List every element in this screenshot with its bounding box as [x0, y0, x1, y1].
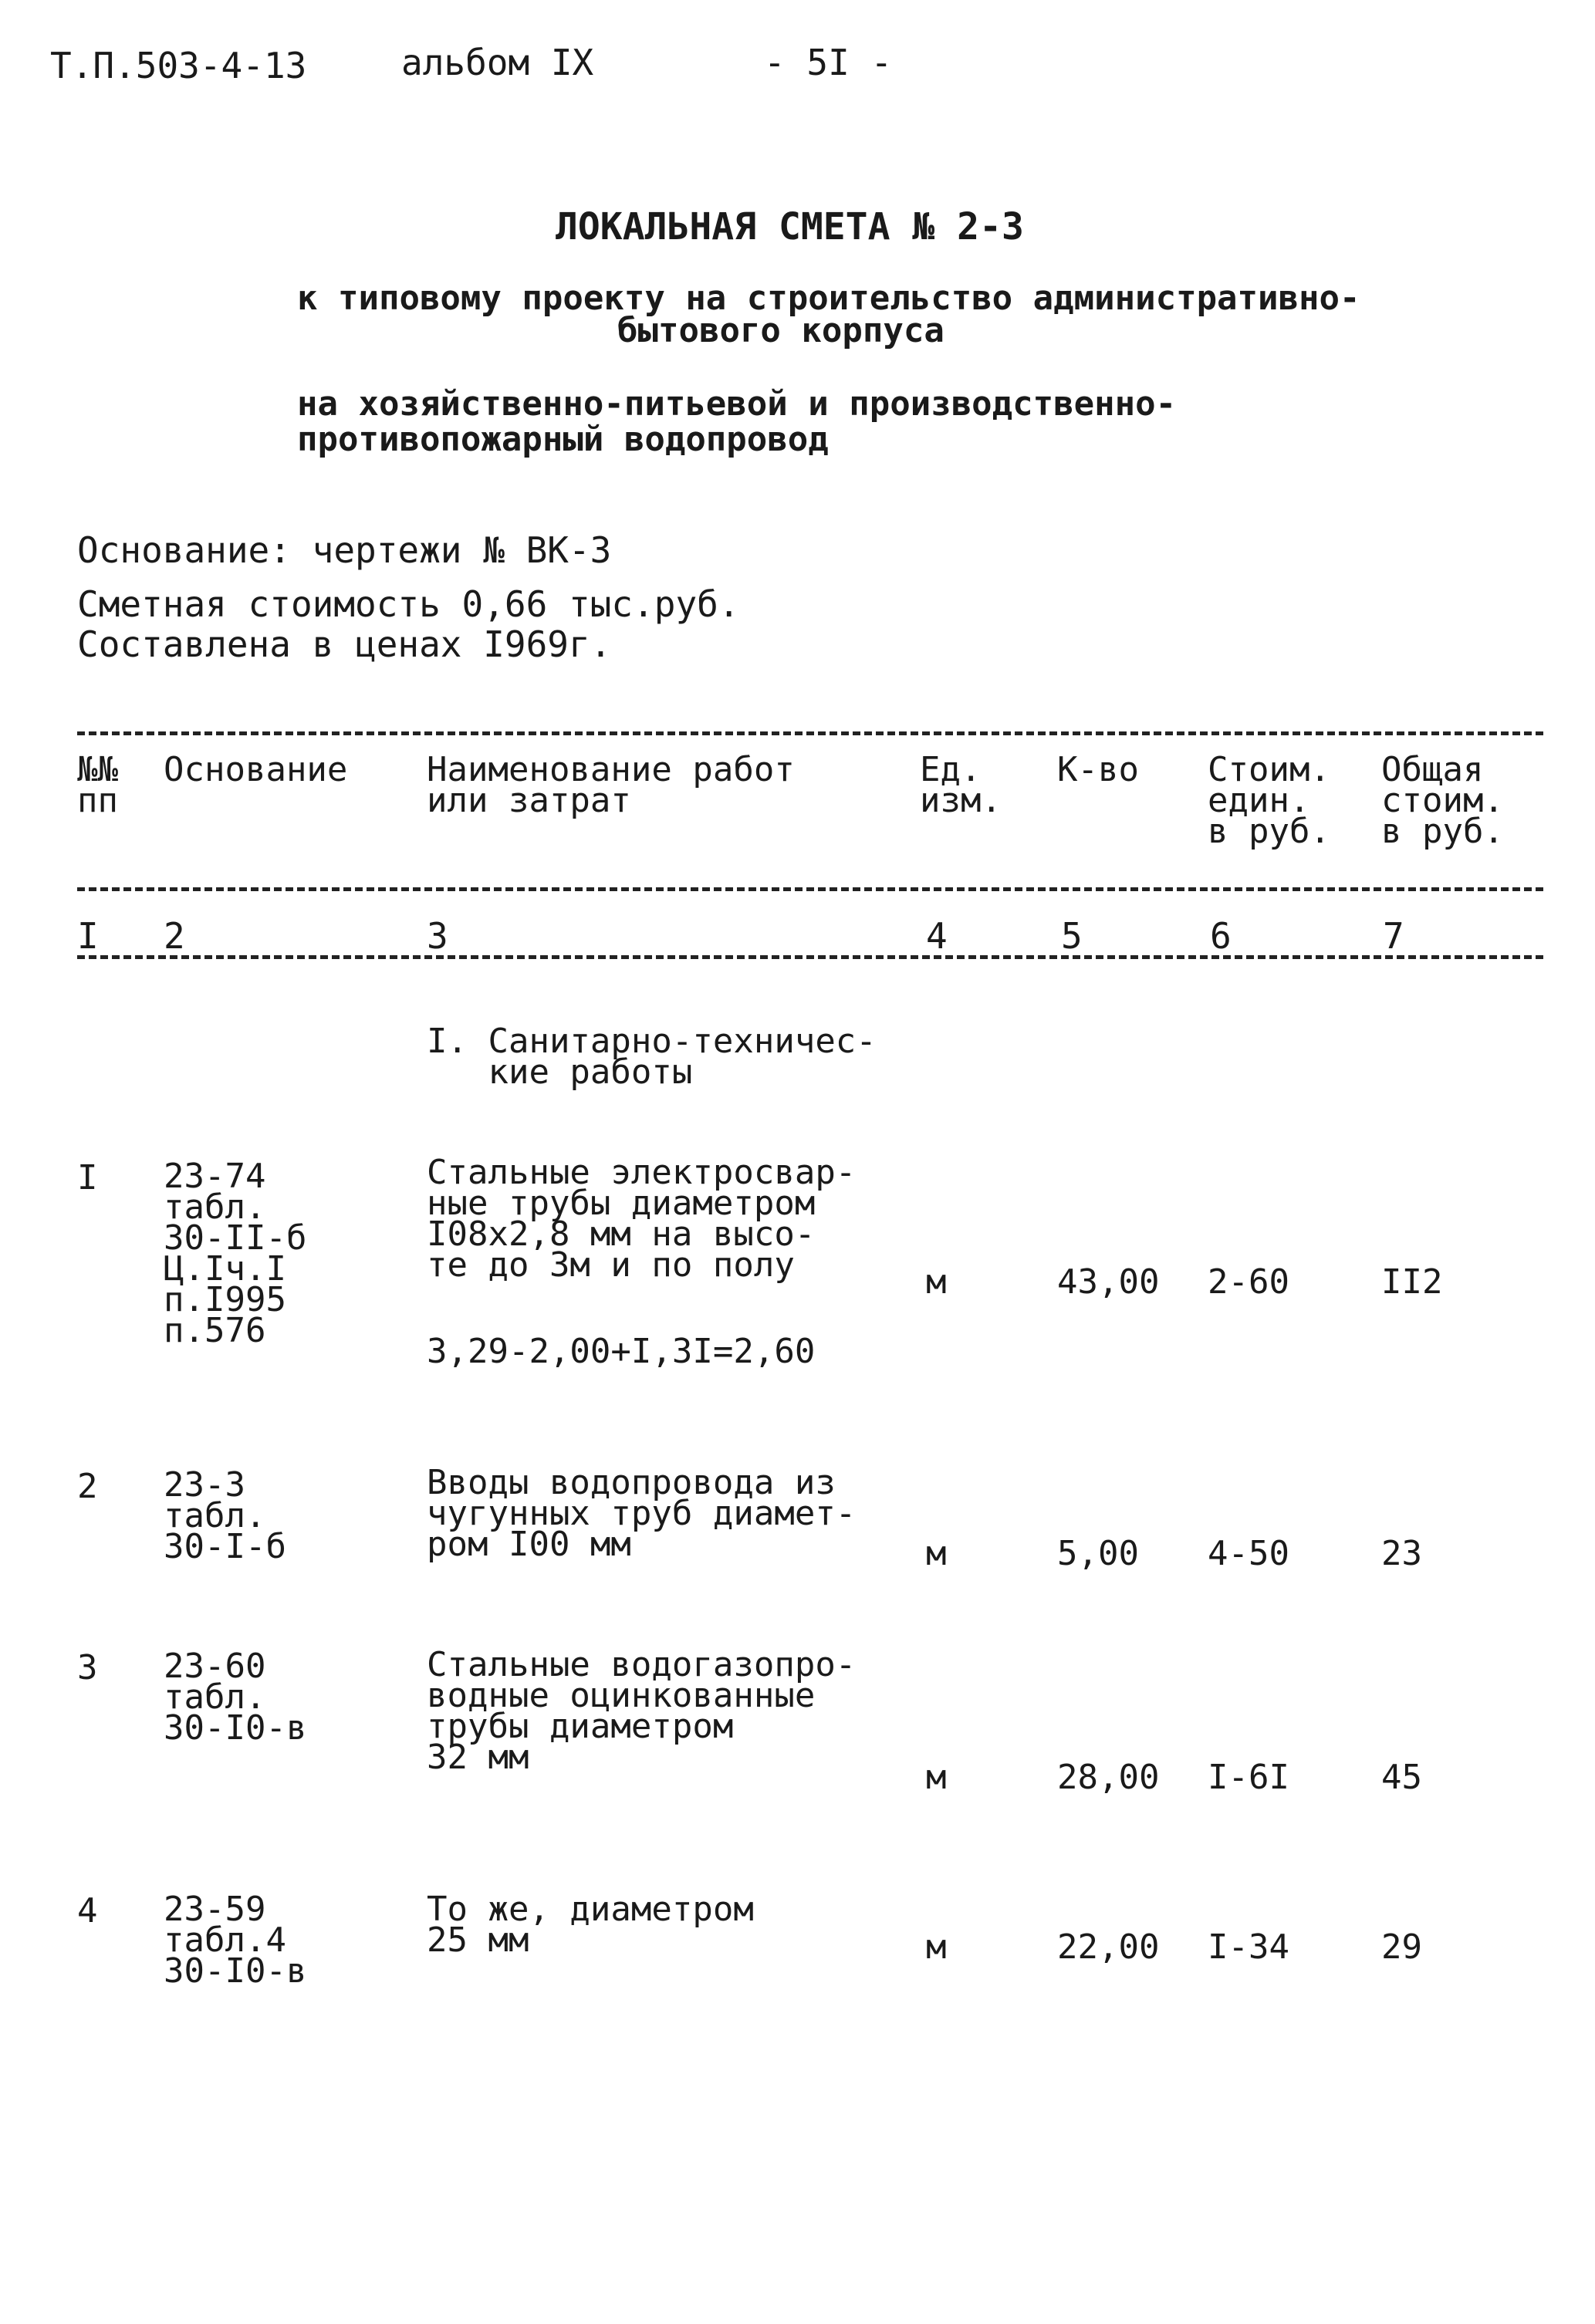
row-4-qty: 22,00: [1057, 1927, 1160, 1967]
row-3-no: 3: [77, 1648, 98, 1687]
col-header-basis: Основание: [164, 750, 348, 789]
section-title: I. Санитарно-техничес- кие работы: [427, 1022, 877, 1092]
row-1-name: Стальные электросвар- ные трубы диаметром I08х2,8 мм на высо- те до 3м и по полу: [427, 1153, 857, 1285]
table-top-rule: [77, 731, 1543, 735]
col-number-1: I: [77, 915, 99, 957]
col-number-4: 4: [926, 915, 948, 957]
row-4-unit: м: [926, 1927, 947, 1967]
subtitle-project-line-2: бытового корпуса: [617, 311, 944, 350]
estimate-title: ЛОКАЛЬНАЯ СМЕТА № 2-3: [556, 205, 1024, 248]
row-1-no: I: [77, 1158, 98, 1197]
row-2-unit-cost: 4-50: [1208, 1534, 1289, 1573]
col-number-3: 3: [427, 915, 448, 957]
row-2-qty: 5,00: [1057, 1534, 1139, 1573]
col-number-7: 7: [1383, 915, 1404, 957]
row-3-name: Стальные водогазопро- водные оцинкованные трубы диаметром 32 мм: [427, 1645, 857, 1777]
subtitle-project-line-1: к типовому проекту на строительство административно-: [297, 279, 1360, 318]
prices-year: Составлена в ценах I969г.: [77, 623, 612, 665]
estimated-cost: Сметная стоимость 0,66 тыс.руб.: [77, 583, 740, 625]
header-bottom-rule: [77, 887, 1543, 891]
row-4-total-cost: 29: [1381, 1927, 1422, 1967]
col-header-unit-cost: Стоим. един. в руб.: [1208, 750, 1330, 851]
col-number-2: 2: [164, 915, 185, 957]
row-2-no: 2: [77, 1467, 98, 1506]
row-2-total-cost: 23: [1381, 1534, 1422, 1573]
row-4-unit-cost: I-34: [1208, 1927, 1289, 1967]
col-header-qty: К-во: [1057, 750, 1139, 789]
row-4-name: То же, диаметром 25 мм: [427, 1890, 754, 1960]
subtitle-system-line-1: на хозяйственно-питьевой и производственно-: [297, 384, 1177, 424]
subtitle-system-line-2: противопожарный водопровод: [297, 420, 829, 459]
row-3-unit: м: [926, 1758, 947, 1797]
row-2-basis: 23-3 табл. 30-I-б: [164, 1465, 286, 1566]
col-number-6: 6: [1210, 915, 1232, 957]
row-3-unit-cost: I-6I: [1208, 1758, 1289, 1797]
col-number-5: 5: [1061, 915, 1083, 957]
row-1-basis: 23-74 табл. 30-II-б Ц.Iч.I п.I995 п.576: [164, 1157, 307, 1350]
album-label: альбом IX: [401, 42, 594, 83]
row-2-name: Вводы водопровода из чугунных труб диамет- ром I00 мм: [427, 1463, 857, 1564]
row-2-unit: м: [926, 1534, 947, 1573]
row-3-total-cost: 45: [1381, 1758, 1422, 1797]
row-3-qty: 28,00: [1057, 1758, 1160, 1797]
row-1-calc: 3,29-2,00+I,3I=2,60: [427, 1332, 816, 1371]
row-3-basis: 23-60 табл. 30-I0-в: [164, 1647, 307, 1748]
col-header-name: Наименование работ или затрат: [427, 750, 795, 820]
row-1-unit-cost: 2-60: [1208, 1262, 1289, 1302]
row-4-basis: 23-59 табл.4 30-I0-в: [164, 1890, 307, 1991]
col-header-total-cost: Общая стоим. в руб.: [1381, 750, 1504, 851]
col-header-no: №№ пп: [77, 750, 118, 820]
row-1-total-cost: II2: [1381, 1262, 1443, 1302]
row-1-qty: 43,00: [1057, 1262, 1160, 1302]
page-number: - 5I -: [764, 42, 893, 83]
col-header-unit: Ед. изм.: [920, 750, 1002, 820]
column-numbers-rule: [77, 955, 1543, 959]
row-1-unit: м: [926, 1262, 947, 1302]
row-4-no: 4: [77, 1891, 98, 1930]
document-code: Т.П.503-4-13: [50, 45, 307, 86]
basis-drawings: Основание: чертежи № ВК-3: [77, 529, 612, 571]
